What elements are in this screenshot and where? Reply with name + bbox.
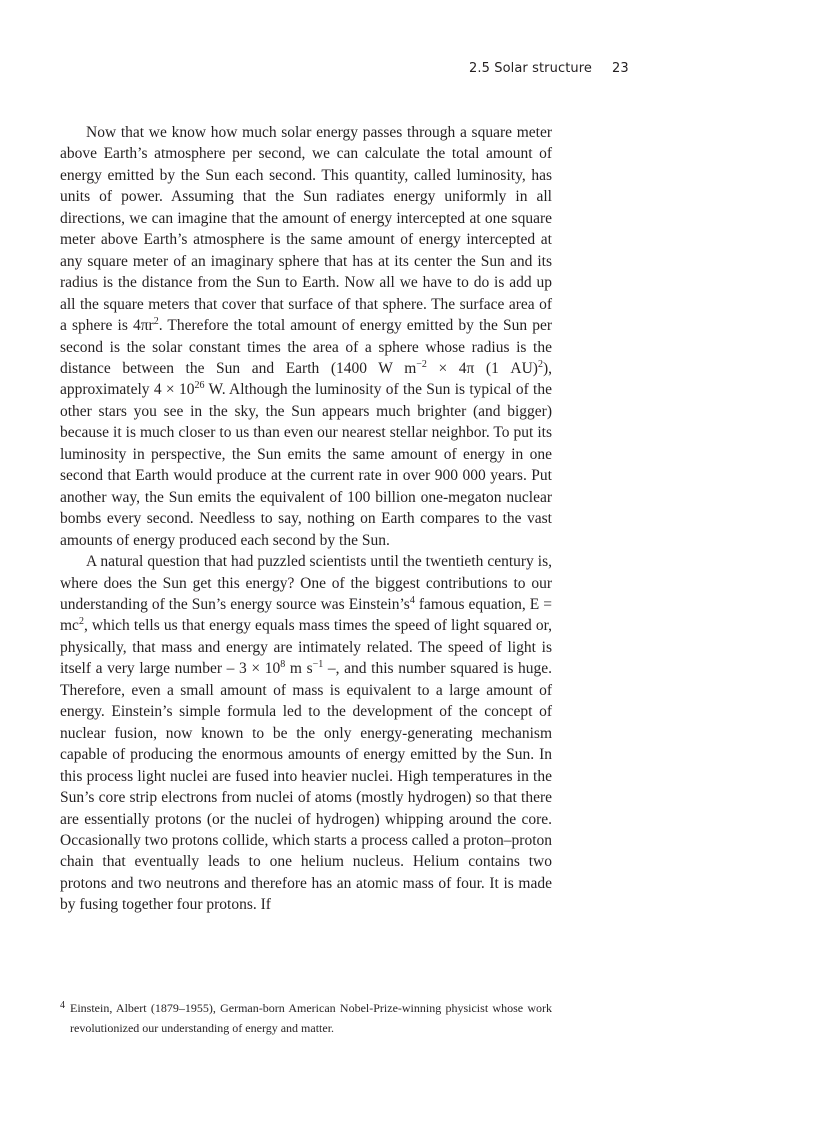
text-run: –, and this number squared is huge. Therefore, even a small amount of mass is equivalent to a large amount of energy. Einstein’s simple formula led to the development of the concept of nuclear fusion, now known to be the only energy-generating mechanism capable of producing the enormous amounts of energy emitted by the Sun. In this process light nuclei are fused into heavier nuclei. High temperatures in the Sun’s core strip electrons from nuclei of atoms (mostly hydrogen) so that there are essentially protons (or the nuclei of hydrogen) whipping around the core. Occasionally two protons collide, which starts a process called a proton–proton chain that eventually leads to one helium nucleus. Helium contains two protons and two neutrons and therefore has an atomic mass of four. It is made by fusing together four protons. If: [60, 660, 553, 914]
superscript: 2: [537, 358, 543, 370]
paragraph-energy-source: [60, 551, 552, 916]
text-run: × 4π (1 AU): [426, 359, 538, 377]
superscript: −2: [416, 358, 427, 370]
footnote-reference: 4: [409, 594, 415, 606]
text-run: , which tells us that energy equals mass times the speed of light squared or, physically, that mass and energy are intimately related. The speed of light is itself a very large number – 3 × 10: [60, 617, 552, 678]
superscript: 8: [280, 659, 286, 671]
text-run: m s: [285, 660, 313, 678]
text-run: A natural question that had puzzled scientists until the twentieth century is, where does the Sun get this energy? One of the biggest contributions to our understanding of the Sun’s energy source was Einstein’s: [60, 553, 552, 613]
footnote-text: Einstein, Albert (1879–1955), German-born American Nobel-Prize-winning physicist whose work revolutionized our understanding of energy and matter.: [70, 1001, 552, 1035]
text-run: W. Although the luminosity of the Sun is typical of the other stars you see in the sky, the Sun appears much brighter (and bigger) because it is much closer to us than even our nearest stellar neighbor. To put its luminosity in perspective, the Sun emits the same amount of energy in one second that Earth would produce at the current rate in over 900 000 years. Put another way, the Sun emits the equivalent of 100 billion one-megaton nuclear bombs every second. Needless to say, nothing on Earth compares to the vast amounts of energy produced each second by the Sun.: [60, 381, 552, 549]
superscript: 2: [153, 316, 159, 328]
superscript: 26: [194, 380, 205, 392]
paragraph-luminosity: [60, 122, 552, 551]
text-run: ), approximately 4 × 10: [60, 359, 553, 399]
page-number: 23: [612, 61, 629, 76]
superscript: −1: [312, 659, 324, 671]
body-text: [60, 122, 552, 916]
footnote-entry: 4 Einstein, Albert (1879–1955), German-born American Nobel-Prize-winning physicist whose work revolutionized our understanding of energy and matter.: [60, 999, 552, 1035]
running-head: [469, 61, 629, 76]
superscript: 2: [78, 616, 84, 628]
text-run: Now that we know how much solar energy passes through a square meter above Earth’s atmosphere per second, we can calculate the total amount of energy emitted by the Sun each second. This quantity, called luminosity, has units of power. Assuming that the Sun radiates energy uniformly in all directions, we can imagine that the amount of energy intercepted at one square meter above Earth’s atmosphere is the same amount of energy intercepted at any square meter of an imaginary sphere that has at its center the Sun and its radius is the distance from the Sun to Earth. Now all we have to do is add up all the square meters that cover that surface of that sphere. The surface area of a sphere is 4πr: [60, 124, 552, 335]
section-title: 2.5 Solar structure: [469, 61, 592, 76]
text-run: famous equation, E = mc: [60, 595, 552, 635]
footnote: [60, 998, 552, 1038]
text-run: . Therefore the total amount of energy emitted by the Sun per second is the solar constant times the area of a sphere whose radius is the distance between the Sun and Earth (1400 W m: [60, 317, 552, 377]
